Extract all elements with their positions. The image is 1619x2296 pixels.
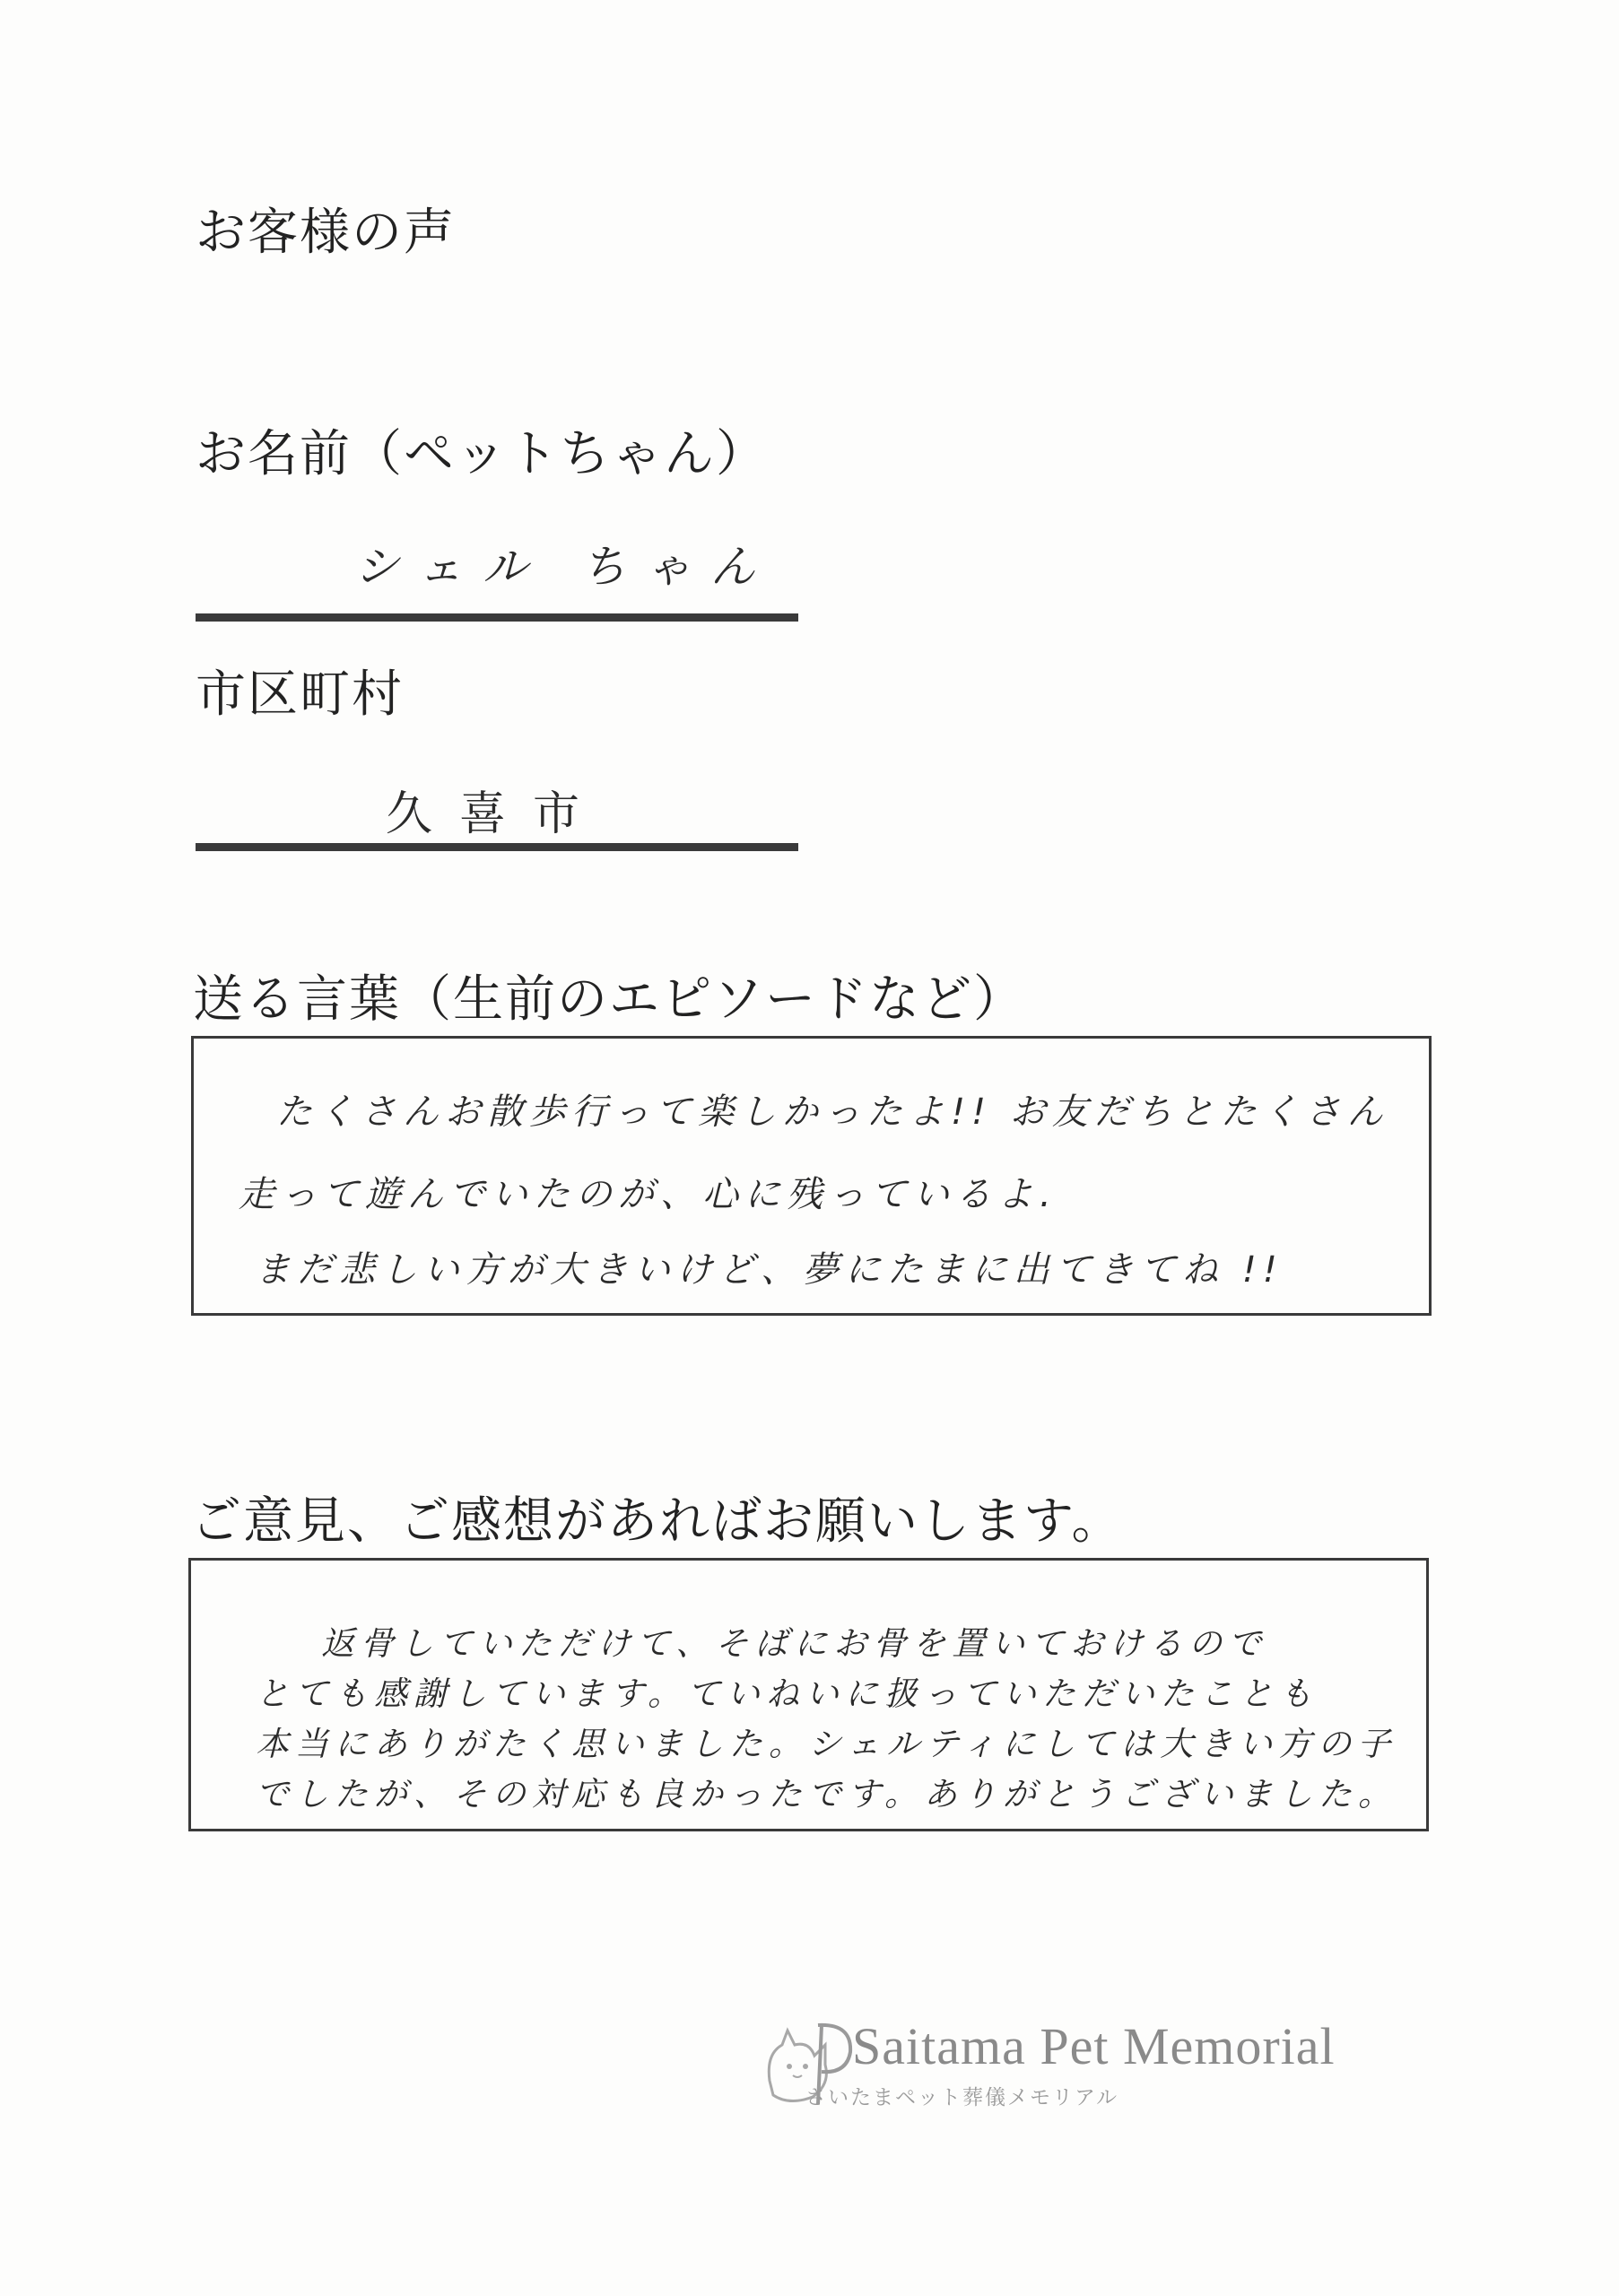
company-logo (762, 2009, 1426, 2117)
message-line: たくさんお散歩行って楽しかったよ!! お友だちとたくさん (276, 1091, 1389, 1133)
feedback-line: でしたが、その対応も良かったです。ありがとうございました。 (256, 1775, 1398, 1813)
message-box (191, 1036, 1432, 1316)
feedback-line: 返骨していただけて、そばにお骨を置いておけるので (321, 1624, 1268, 1663)
city-underline (196, 843, 798, 851)
message-label: 送る言葉（生前のエピソードなど） (193, 970, 1025, 1029)
page-title: お客様の声 (196, 204, 456, 262)
name-underline (196, 613, 798, 622)
name-label: お名前（ペットちゃん） (196, 425, 768, 483)
feedback-box (188, 1558, 1429, 1831)
feedback-label: ご意見、ご感想があればお願いします。 (191, 1492, 1124, 1551)
message-line: 走って遊んでいたのが、心に残っているよ. (239, 1174, 1058, 1215)
city-label: 市区町村 (196, 665, 404, 724)
feedback-line: 本当にありがたく思いました。シェルティにしては大きい方の子 (256, 1725, 1397, 1763)
name-value: シェル ちゃん (354, 541, 775, 593)
logo-text-en: Saitama Pet Memorial (852, 2017, 1336, 2075)
message-line: まだ悲しい方が大きいけど、夢にたまに出てきてね !! (255, 1249, 1284, 1291)
logo-text-jp: さいたまペット葬儀メモリアル (805, 2086, 1119, 2109)
feedback-line: とても感謝しています。ていねいに扱っていただいたことも (256, 1674, 1319, 1713)
city-value: 久喜市 (386, 787, 607, 841)
